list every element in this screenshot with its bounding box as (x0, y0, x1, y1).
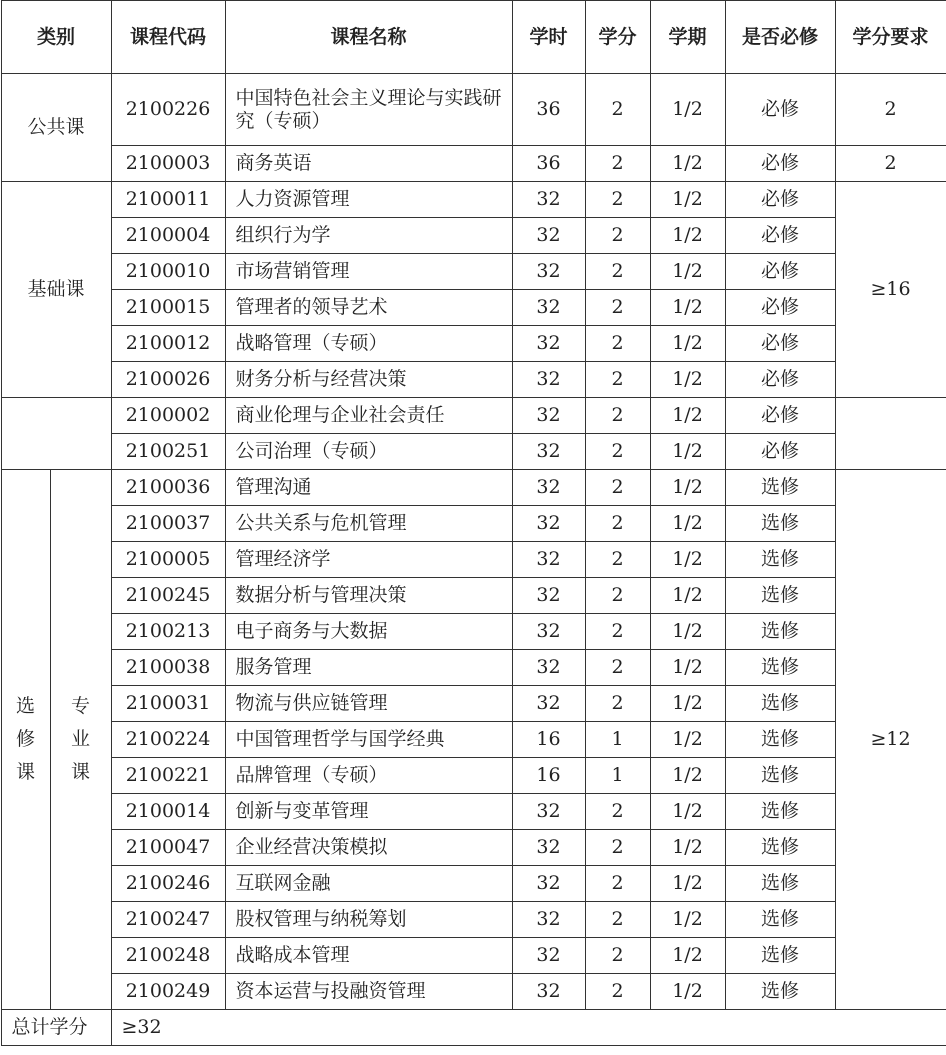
course-code: 2100038 (111, 650, 225, 686)
table-row (1, 74, 946, 146)
course-hours: 16 (512, 722, 585, 758)
course-hours: 36 (512, 146, 585, 182)
course-name: 战略成本管理 (225, 938, 512, 974)
course-hours: 32 (512, 902, 585, 938)
course-code: 2100003 (111, 146, 225, 182)
course-term: 1/2 (650, 866, 725, 902)
course-term: 1/2 (650, 146, 725, 182)
header-code: 课程代码 (111, 1, 225, 74)
course-code: 2100226 (111, 74, 225, 146)
table-row (1, 398, 946, 434)
course-name: 商业伦理与企业社会责任 (225, 398, 512, 434)
header-category: 类别 (1, 1, 111, 74)
table-row (1, 254, 946, 290)
table-row (1, 686, 946, 722)
course-credits: 2 (585, 974, 650, 1010)
table-row (1, 866, 946, 902)
course-code: 2100014 (111, 794, 225, 830)
table-row (1, 722, 946, 758)
course-required: 选修 (725, 794, 835, 830)
group-elective: 选 修 课 (1, 470, 50, 1010)
course-required: 必修 (725, 182, 835, 218)
course-term: 1/2 (650, 182, 725, 218)
course-term: 1/2 (650, 938, 725, 974)
course-hours: 36 (512, 74, 585, 146)
requirement-blank (835, 398, 946, 470)
header-credit-requirement: 学分要求 (835, 1, 946, 74)
table-row (1, 362, 946, 398)
course-required: 选修 (725, 830, 835, 866)
table-row (1, 146, 946, 182)
course-required: 选修 (725, 938, 835, 974)
course-credits: 2 (585, 218, 650, 254)
course-hours: 32 (512, 614, 585, 650)
course-hours: 32 (512, 398, 585, 434)
course-required: 必修 (725, 254, 835, 290)
course-credits: 2 (585, 506, 650, 542)
group-public: 公共课 (1, 74, 111, 182)
table-row (1, 434, 946, 470)
table-row (1, 218, 946, 254)
course-required: 选修 (725, 506, 835, 542)
course-credits: 2 (585, 434, 650, 470)
course-required: 选修 (725, 542, 835, 578)
requirement-elective: ≥12 (835, 470, 946, 1010)
table-row (1, 650, 946, 686)
course-hours: 32 (512, 578, 585, 614)
course-code: 2100037 (111, 506, 225, 542)
group-blank (1, 398, 111, 470)
course-credits: 2 (585, 362, 650, 398)
course-term: 1/2 (650, 686, 725, 722)
course-term: 1/2 (650, 398, 725, 434)
course-hours: 32 (512, 470, 585, 506)
course-name: 管理者的领导艺术 (225, 290, 512, 326)
course-name: 管理沟通 (225, 470, 512, 506)
course-term: 1/2 (650, 362, 725, 398)
course-required: 必修 (725, 218, 835, 254)
course-required: 必修 (725, 146, 835, 182)
course-hours: 32 (512, 686, 585, 722)
course-code: 2100245 (111, 578, 225, 614)
course-hours: 32 (512, 362, 585, 398)
table-row (1, 902, 946, 938)
course-required: 选修 (725, 974, 835, 1010)
course-name: 人力资源管理 (225, 182, 512, 218)
course-name: 互联网金融 (225, 866, 512, 902)
requirement-public-1: 2 (835, 74, 946, 146)
course-name: 中国管理哲学与国学经典 (225, 722, 512, 758)
course-name: 企业经营决策模拟 (225, 830, 512, 866)
table-row (1, 938, 946, 974)
course-credits: 1 (585, 758, 650, 794)
course-hours: 32 (512, 542, 585, 578)
course-hours: 32 (512, 866, 585, 902)
course-required: 必修 (725, 362, 835, 398)
course-required: 选修 (725, 578, 835, 614)
course-code: 2100012 (111, 326, 225, 362)
table-row (1, 830, 946, 866)
table-row (1, 758, 946, 794)
table-row (1, 506, 946, 542)
course-credits: 2 (585, 470, 650, 506)
course-term: 1/2 (650, 902, 725, 938)
course-credits: 2 (585, 254, 650, 290)
header-hours: 学时 (512, 1, 585, 74)
group-basic: 基础课 (1, 182, 111, 398)
course-hours: 32 (512, 290, 585, 326)
course-code: 2100026 (111, 362, 225, 398)
course-term: 1/2 (650, 830, 725, 866)
course-required: 选修 (725, 614, 835, 650)
course-code: 2100224 (111, 722, 225, 758)
course-name: 创新与变革管理 (225, 794, 512, 830)
table-row (1, 470, 946, 506)
course-name: 物流与供应链管理 (225, 686, 512, 722)
course-hours: 32 (512, 254, 585, 290)
total-value: ≥32 (111, 1010, 946, 1046)
header-row (1, 1, 946, 74)
course-code: 2100248 (111, 938, 225, 974)
course-term: 1/2 (650, 254, 725, 290)
course-required: 选修 (725, 650, 835, 686)
course-term: 1/2 (650, 218, 725, 254)
course-term: 1/2 (650, 794, 725, 830)
course-hours: 32 (512, 794, 585, 830)
course-name: 公司治理（专硕） (225, 434, 512, 470)
table-row (1, 974, 946, 1010)
course-name: 资本运营与投融资管理 (225, 974, 512, 1010)
table-row (1, 578, 946, 614)
course-name: 品牌管理（专硕） (225, 758, 512, 794)
course-name: 商务英语 (225, 146, 512, 182)
course-name: 服务管理 (225, 650, 512, 686)
course-credits: 2 (585, 686, 650, 722)
course-term: 1/2 (650, 758, 725, 794)
course-code: 2100036 (111, 470, 225, 506)
course-required: 选修 (725, 758, 835, 794)
course-credits: 2 (585, 542, 650, 578)
course-term: 1/2 (650, 326, 725, 362)
total-row (1, 1010, 946, 1046)
course-code: 2100031 (111, 686, 225, 722)
course-credits: 2 (585, 182, 650, 218)
course-code: 2100247 (111, 902, 225, 938)
course-hours: 32 (512, 974, 585, 1010)
course-term: 1/2 (650, 470, 725, 506)
table-row (1, 614, 946, 650)
course-term: 1/2 (650, 74, 725, 146)
table-row (1, 290, 946, 326)
course-code: 2100251 (111, 434, 225, 470)
course-credits: 2 (585, 614, 650, 650)
header-required: 是否必修 (725, 1, 835, 74)
course-credits: 2 (585, 830, 650, 866)
course-credits: 2 (585, 578, 650, 614)
course-term: 1/2 (650, 542, 725, 578)
course-code: 2100010 (111, 254, 225, 290)
course-credits: 2 (585, 74, 650, 146)
table-row (1, 542, 946, 578)
course-required: 必修 (725, 290, 835, 326)
table-row (1, 182, 946, 218)
course-code: 2100002 (111, 398, 225, 434)
course-code: 2100011 (111, 182, 225, 218)
course-code: 2100213 (111, 614, 225, 650)
course-table (1, 0, 946, 1046)
table-row (1, 326, 946, 362)
course-hours: 32 (512, 326, 585, 362)
course-hours: 32 (512, 506, 585, 542)
course-credits: 2 (585, 938, 650, 974)
course-hours: 32 (512, 830, 585, 866)
course-name: 战略管理（专硕） (225, 326, 512, 362)
course-code: 2100221 (111, 758, 225, 794)
course-term: 1/2 (650, 290, 725, 326)
header-name: 课程名称 (225, 1, 512, 74)
course-code: 2100005 (111, 542, 225, 578)
course-hours: 32 (512, 218, 585, 254)
header-term: 学期 (650, 1, 725, 74)
course-term: 1/2 (650, 974, 725, 1010)
course-required: 选修 (725, 470, 835, 506)
course-required: 必修 (725, 326, 835, 362)
course-credits: 2 (585, 866, 650, 902)
course-term: 1/2 (650, 614, 725, 650)
course-name: 电子商务与大数据 (225, 614, 512, 650)
requirement-public-2: 2 (835, 146, 946, 182)
course-credits: 2 (585, 902, 650, 938)
course-credits: 2 (585, 290, 650, 326)
course-term: 1/2 (650, 650, 725, 686)
course-credits: 2 (585, 650, 650, 686)
course-credits: 2 (585, 326, 650, 362)
course-hours: 16 (512, 758, 585, 794)
course-table-body (1, 74, 946, 1046)
course-required: 选修 (725, 902, 835, 938)
course-name: 股权管理与纳税筹划 (225, 902, 512, 938)
course-credits: 2 (585, 794, 650, 830)
course-required: 必修 (725, 74, 835, 146)
course-hours: 32 (512, 434, 585, 470)
group-professional: 专 业 课 (50, 470, 111, 1010)
course-code: 2100249 (111, 974, 225, 1010)
course-credits: 2 (585, 146, 650, 182)
course-required: 选修 (725, 866, 835, 902)
course-name: 市场营销管理 (225, 254, 512, 290)
course-term: 1/2 (650, 434, 725, 470)
table-row (1, 794, 946, 830)
course-term: 1/2 (650, 578, 725, 614)
total-label: 总计学分 (1, 1010, 111, 1046)
course-name: 公共关系与危机管理 (225, 506, 512, 542)
requirement-basic: ≥16 (835, 182, 946, 398)
course-required: 必修 (725, 398, 835, 434)
course-term: 1/2 (650, 722, 725, 758)
header-credits: 学分 (585, 1, 650, 74)
course-name: 中国特色社会主义理论与实践研究（专硕） (225, 74, 512, 146)
course-name: 数据分析与管理决策 (225, 578, 512, 614)
course-required: 必修 (725, 434, 835, 470)
course-code: 2100004 (111, 218, 225, 254)
course-required: 选修 (725, 686, 835, 722)
course-required: 选修 (725, 722, 835, 758)
course-name: 组织行为学 (225, 218, 512, 254)
course-code: 2100246 (111, 866, 225, 902)
course-code: 2100047 (111, 830, 225, 866)
course-term: 1/2 (650, 506, 725, 542)
course-hours: 32 (512, 650, 585, 686)
course-credits: 2 (585, 398, 650, 434)
course-code: 2100015 (111, 290, 225, 326)
course-name: 财务分析与经营决策 (225, 362, 512, 398)
course-hours: 32 (512, 938, 585, 974)
course-credits: 1 (585, 722, 650, 758)
course-hours: 32 (512, 182, 585, 218)
course-name: 管理经济学 (225, 542, 512, 578)
